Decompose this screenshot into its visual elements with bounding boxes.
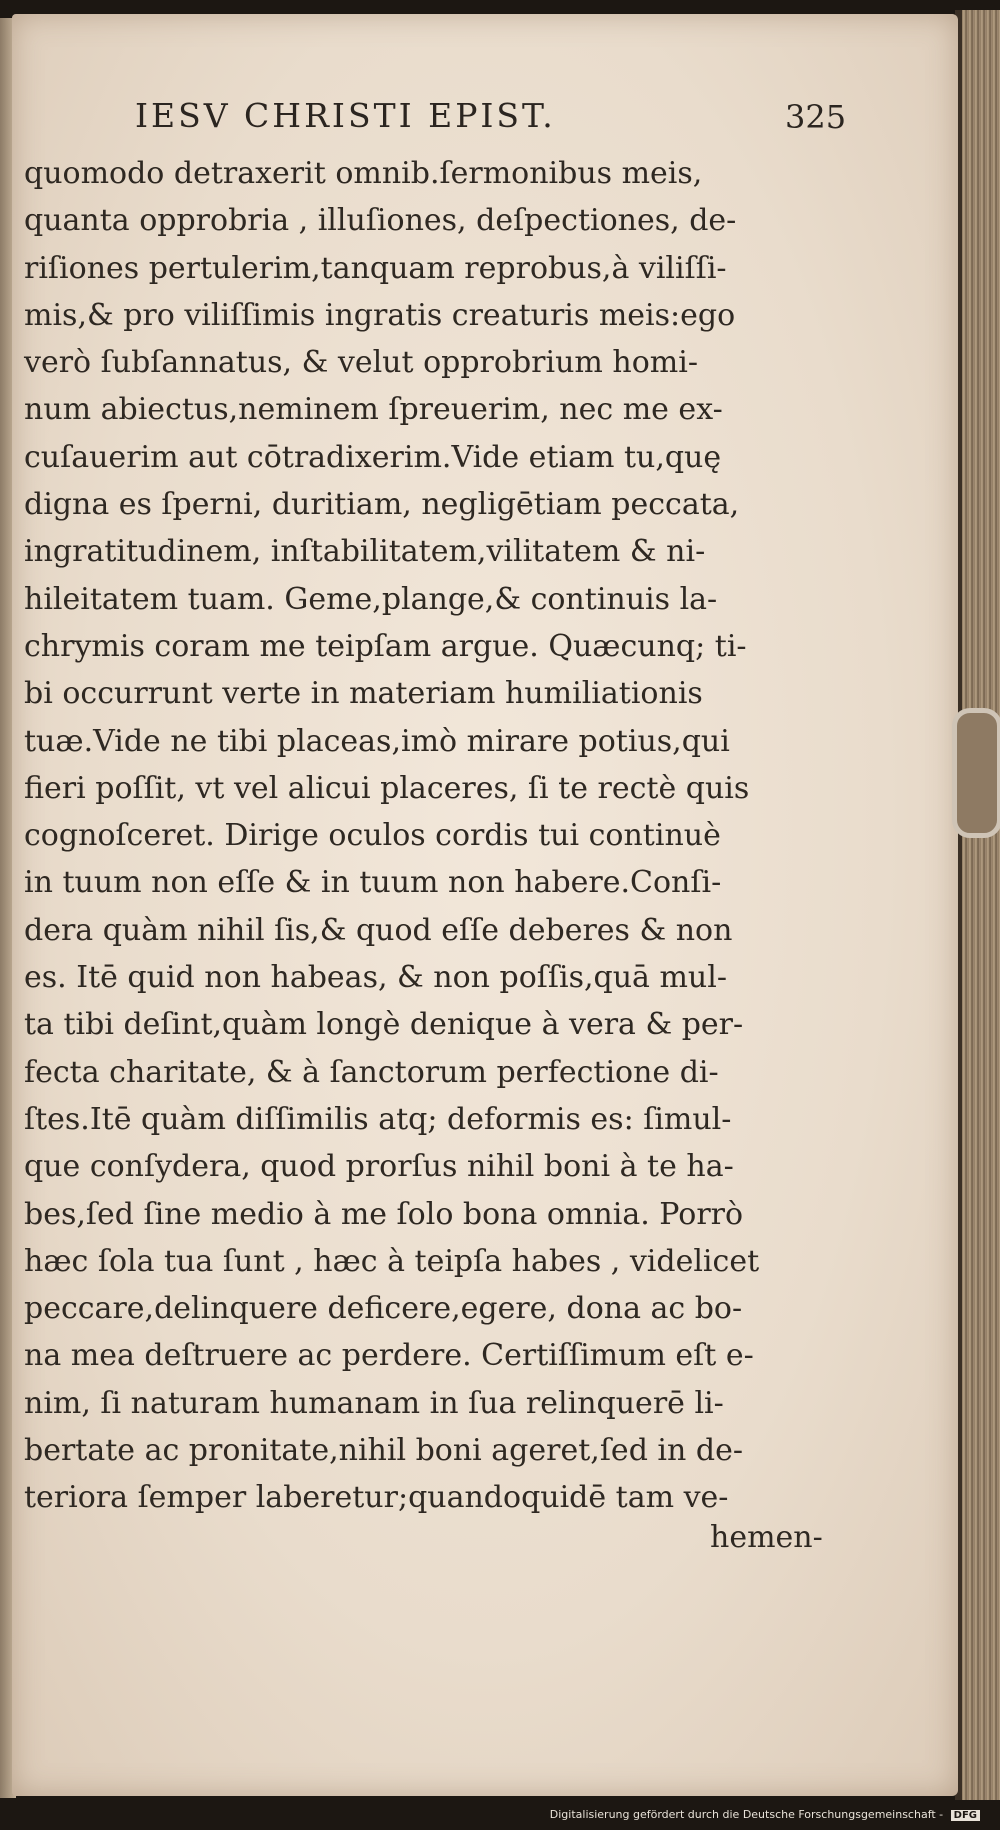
text-line: es. Itē quid non habeas, & non poſſis,quā mul- — [24, 960, 727, 996]
text-line: na mea deſtruere ac perdere. Certiſſimum eſt e- — [24, 1338, 754, 1374]
text-line: num abiectus,neminem ſpreuerim, nec me ex- — [24, 392, 723, 428]
text-line: quomodo detraxerit omnib.ſermonibus meis, — [24, 156, 703, 191]
body-text — [24, 150, 864, 1522]
text-line: digna es ſperni, duritiam, negligētiam peccata, — [24, 487, 740, 523]
text-line: dera quàm nihil ſis,& quod eſſe deberes & non — [24, 912, 733, 948]
text-line: quanta opprobria , illuſiones, deſpectiones, de- — [24, 203, 737, 239]
catchword: hemen- — [710, 1520, 823, 1555]
text-line: ta tibi deſint,quàm longè denique à vera & per- — [24, 1007, 744, 1043]
text-line: riſiones pertulerim,tanquam reprobus,à viliſſi- — [24, 250, 727, 286]
text-line: fecta charitate, & à ſanctorum perfectione di- — [24, 1054, 719, 1090]
running-title: IESV CHRISTI EPIST. — [135, 96, 556, 135]
text-line: cognoſceret. Dirige oculos cordis tui continuè — [24, 818, 721, 854]
text-line: teriora ſemper laberetur;quandoquidē tam ve- — [24, 1480, 729, 1516]
text-line: ſtes.Itē quàm diſſimilis atq; deformis es: ſimul- — [24, 1101, 732, 1137]
text-line: ingratitudinem, inſtabilitatem,vilitatem & ni- — [24, 534, 706, 570]
text-line: verò ſubſannatus, & velut opprobrium homi- — [24, 345, 698, 381]
text-line: que conſydera, quod prorſus nihil boni à te ha- — [24, 1149, 734, 1185]
text-line: bes,ſed ſine medio à me ſolo bona omnia. Porrò — [24, 1196, 744, 1232]
page-block-edge — [962, 10, 1000, 1800]
text-line: tuæ.Vide ne tibi placeas,imò mirare potius,qui — [24, 723, 730, 759]
text-line: cuſauerim aut cōtradixerim.Vide etiam tu,quę — [24, 439, 722, 475]
text-line: fieri poſſit, vt vel alicui placeres, ſi te rectè quis — [24, 770, 750, 806]
text-line: bertate ac pronitate,nihil boni ageret,ſed in de- — [24, 1433, 743, 1469]
page-number: 325 — [785, 98, 847, 136]
text-line: bi occurrunt verte in materiam humiliationis — [24, 676, 703, 712]
text-line: peccare,delinquere deficere,egere, dona ac bo- — [24, 1291, 743, 1327]
clasp-icon — [952, 708, 1000, 838]
text-line: chrymis coram me teipſam argue. Quæcunq; ti- — [24, 628, 747, 664]
text-line: hæc ſola tua ſunt , hæc à teipſa habes , videlicet — [24, 1243, 760, 1279]
text-line: mis,& pro viliſſimis ingratis creaturis meis:ego — [24, 297, 736, 333]
text-line: nim, ſi naturam humanam in ſua relinquerē li- — [24, 1385, 724, 1421]
text-line: hileitatem tuam. Geme,plange,& continuis la- — [24, 581, 718, 617]
text-line: in tuum non eſſe & in tuum non habere.Conſi- — [24, 865, 722, 901]
footer-credit-text: Digitalisierung gefördert durch die Deutsche Forschungsgemeinschaft - — [549, 1808, 944, 1821]
footer-credit — [550, 1808, 980, 1821]
dfg-logo-icon: DFG — [951, 1810, 980, 1821]
